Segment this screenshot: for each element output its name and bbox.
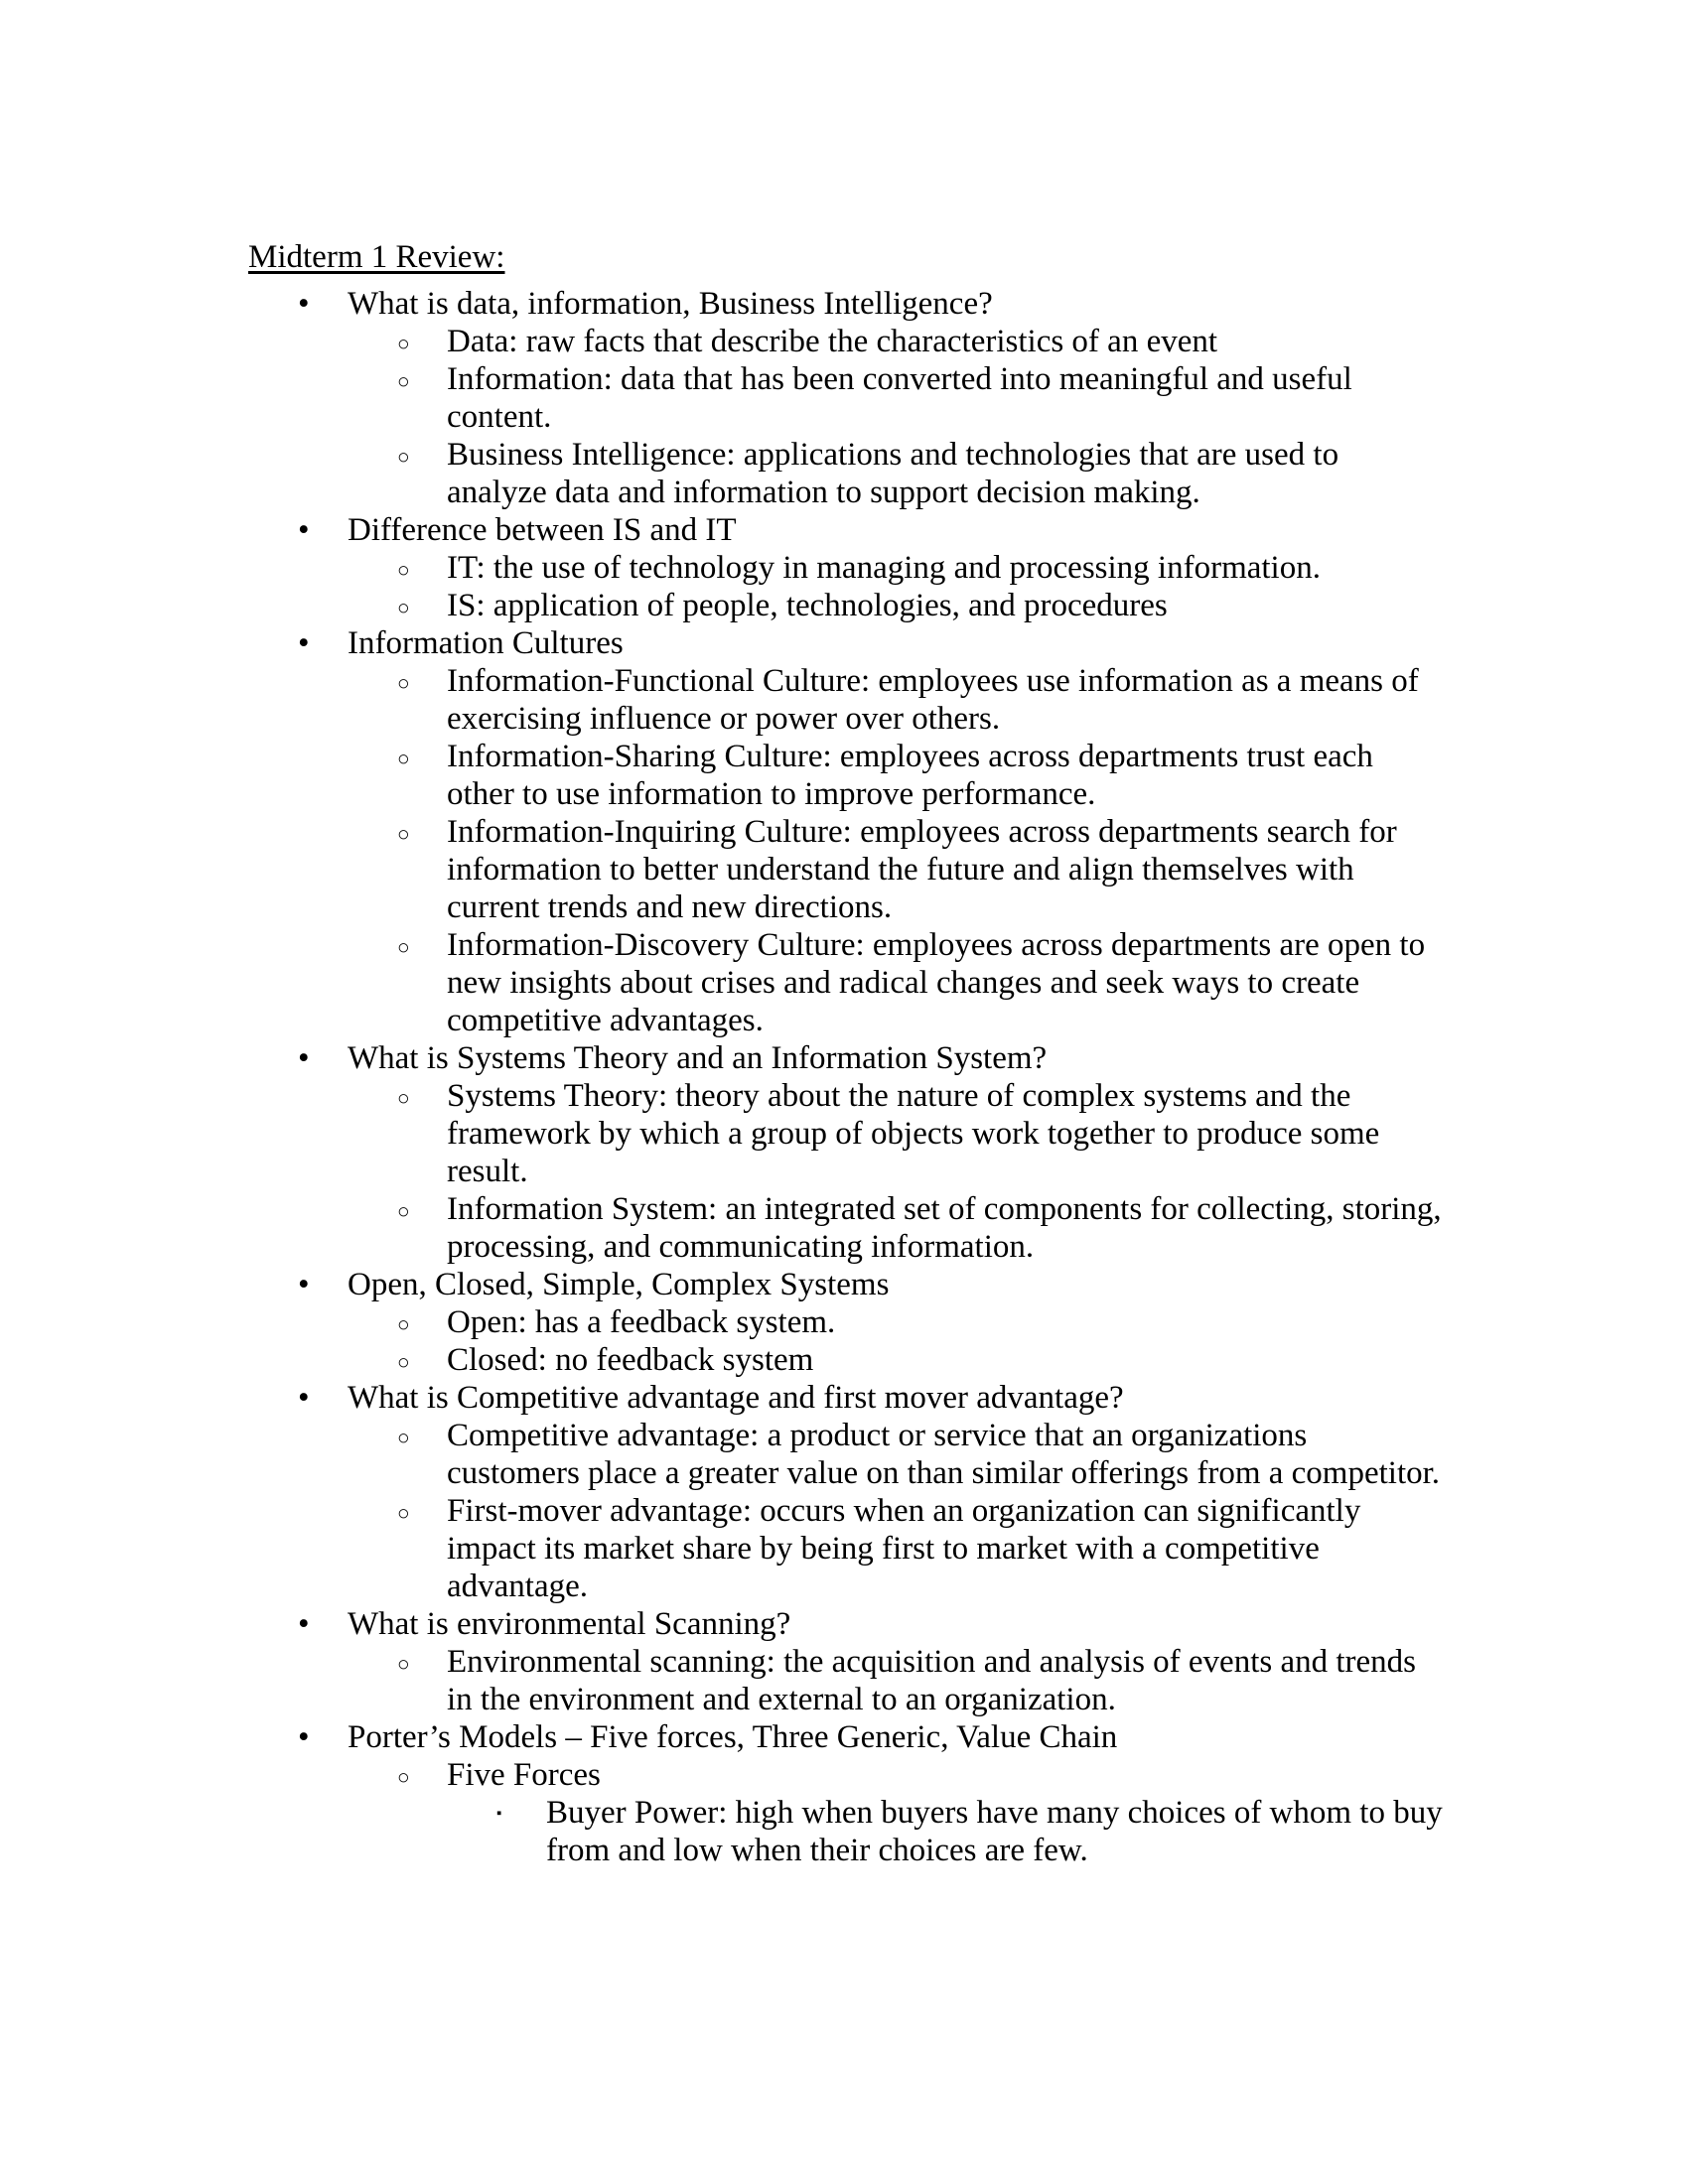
outline-item-text: Information-Discovery Culture: employees across departments are open to new insights about crises and radical changes and seek ways to create competitive advantages. bbox=[447, 927, 1426, 1038]
outline-item-level2 bbox=[348, 323, 1445, 360]
outline-item-text: First-mover advantage: occurs when an organization can significantly impact its market share by being first to market with a competitive advantage. bbox=[447, 1493, 1361, 1604]
bullet-circle-icon: ○ bbox=[397, 935, 410, 959]
outline-item-text: Difference between IS and IT bbox=[348, 512, 737, 548]
bullet-circle-icon: ○ bbox=[397, 332, 410, 355]
bullet-circle-icon: ○ bbox=[397, 445, 410, 469]
outline-sublist bbox=[348, 1303, 1445, 1379]
outline-item-level2 bbox=[348, 738, 1445, 813]
outline-item-text: Competitive advantage: a product or service that an organizations customers place a greater value on than similar offerings from a competitor. bbox=[447, 1418, 1441, 1491]
outline-item-text: What is Systems Theory and an Information System? bbox=[348, 1040, 1048, 1076]
outline-item-text: Five Forces bbox=[447, 1757, 601, 1793]
bullet-disc-icon: • bbox=[298, 1606, 310, 1642]
bullet-circle-icon: ○ bbox=[397, 596, 410, 619]
page-title: Midterm 1 Review: bbox=[248, 239, 505, 275]
bullet-circle-icon: ○ bbox=[397, 822, 410, 846]
document-content bbox=[248, 238, 1445, 1869]
outline-item-text: IS: application of people, technologies, and procedures bbox=[447, 588, 1168, 623]
outline-sublist bbox=[348, 549, 1445, 624]
outline-sublist bbox=[447, 1794, 1445, 1869]
bullet-circle-icon: ○ bbox=[397, 1652, 410, 1676]
outline-item-text: Open: has a feedback system. bbox=[447, 1304, 836, 1340]
bullet-disc-icon: • bbox=[298, 625, 310, 661]
outline-item-text: IT: the use of technology in managing and processing information. bbox=[447, 550, 1321, 586]
bullet-circle-icon: ○ bbox=[397, 747, 410, 770]
outline-item-text: Information-Inquiring Culture: employees across departments search for information to better understand the future and align themselves with current trends and new directions. bbox=[447, 814, 1397, 925]
bullet-disc-icon: • bbox=[298, 512, 310, 548]
outline-sublist bbox=[348, 662, 1445, 1039]
outline-item-text: Information Cultures bbox=[348, 625, 624, 661]
outline-item-level2 bbox=[348, 1643, 1445, 1718]
bullet-disc-icon: • bbox=[298, 1267, 310, 1302]
bullet-circle-icon: ○ bbox=[397, 1501, 410, 1525]
outline-item-level2 bbox=[348, 360, 1445, 436]
outline-item-text: What is Competitive advantage and first mover advantage? bbox=[348, 1380, 1124, 1416]
bullet-disc-icon: • bbox=[298, 1040, 310, 1076]
outline-item-level2 bbox=[348, 1303, 1445, 1341]
outline-item-text: What is environmental Scanning? bbox=[348, 1606, 791, 1642]
outline-sublist bbox=[348, 1643, 1445, 1718]
bullet-circle-icon: ○ bbox=[397, 558, 410, 582]
outline-item-text: Information-Functional Culture: employees use information as a means of exercising influence or power over others. bbox=[447, 663, 1419, 737]
outline-sublist bbox=[348, 1756, 1445, 1869]
outline-item-text: Systems Theory: theory about the nature of complex systems and the framework by which a group of objects work together to produce some result. bbox=[447, 1078, 1380, 1189]
outline-sublist bbox=[348, 323, 1445, 511]
outline-sublist bbox=[348, 1417, 1445, 1605]
outline-item-level2 bbox=[348, 436, 1445, 511]
bullet-circle-icon: ○ bbox=[397, 1086, 410, 1110]
outline-item-text: Information: data that has been converted into meaningful and useful content. bbox=[447, 361, 1352, 435]
outline-item-text: Information-Sharing Culture: employees across departments trust each other to use information to improve performance. bbox=[447, 739, 1373, 812]
bullet-circle-icon: ○ bbox=[397, 369, 410, 393]
bullet-circle-icon: ○ bbox=[397, 671, 410, 695]
outline-item-text: What is data, information, Business Intelligence? bbox=[348, 286, 993, 322]
outline-item-level2 bbox=[348, 813, 1445, 926]
outline-item-text: Buyer Power: high when buyers have many choices of whom to buy from and low when their choices are few. bbox=[546, 1795, 1443, 1868]
outline-item-level1 bbox=[248, 624, 1445, 1039]
outline-item-level1 bbox=[248, 511, 1445, 624]
outline-item-level2 bbox=[348, 1756, 1445, 1869]
outline-item-level1 bbox=[248, 1605, 1445, 1718]
outline-item-text: Information System: an integrated set of components for collecting, storing, processing, and communicating information. bbox=[447, 1191, 1442, 1265]
outline-item-text: Open, Closed, Simple, Complex Systems bbox=[348, 1267, 890, 1302]
outline-item-level3 bbox=[447, 1794, 1445, 1869]
bullet-square-icon: ▪ bbox=[496, 1806, 502, 1822]
outline-item-text: Closed: no feedback system bbox=[447, 1342, 814, 1378]
outline-item-level2 bbox=[348, 1492, 1445, 1605]
outline-item-level2 bbox=[348, 926, 1445, 1039]
outline-item-text: Data: raw facts that describe the characteristics of an event bbox=[447, 324, 1218, 359]
bullet-circle-icon: ○ bbox=[397, 1199, 410, 1223]
outline-item-level1 bbox=[248, 285, 1445, 511]
bullet-disc-icon: • bbox=[298, 1380, 310, 1416]
outline-item-level2 bbox=[348, 549, 1445, 587]
outline-item-level2 bbox=[348, 587, 1445, 624]
bullet-disc-icon: • bbox=[298, 286, 310, 322]
bullet-circle-icon: ○ bbox=[397, 1426, 410, 1449]
outline-item-level2 bbox=[348, 1417, 1445, 1492]
outline-item-level1 bbox=[248, 1379, 1445, 1605]
outline-item-level1 bbox=[248, 1718, 1445, 1869]
bullet-circle-icon: ○ bbox=[397, 1312, 410, 1336]
outline-item-level2 bbox=[348, 1190, 1445, 1266]
outline-item-text: Environmental scanning: the acquisition and analysis of events and trends in the environment and external to an organization. bbox=[447, 1644, 1417, 1717]
outline-list bbox=[248, 285, 1445, 1869]
bullet-disc-icon: • bbox=[298, 1719, 310, 1755]
outline-item-text: Business Intelligence: applications and technologies that are used to analyze data and information to support decision making. bbox=[447, 437, 1339, 510]
outline-item-level2 bbox=[348, 662, 1445, 738]
bullet-circle-icon: ○ bbox=[397, 1765, 410, 1789]
outline-sublist bbox=[348, 1077, 1445, 1266]
outline-item-level2 bbox=[348, 1077, 1445, 1190]
outline-item-text: Porter’s Models – Five forces, Three Generic, Value Chain bbox=[348, 1719, 1118, 1755]
outline-item-level1 bbox=[248, 1266, 1445, 1379]
bullet-circle-icon: ○ bbox=[397, 1350, 410, 1374]
outline-item-level2 bbox=[348, 1341, 1445, 1379]
outline-item-level1 bbox=[248, 1039, 1445, 1266]
